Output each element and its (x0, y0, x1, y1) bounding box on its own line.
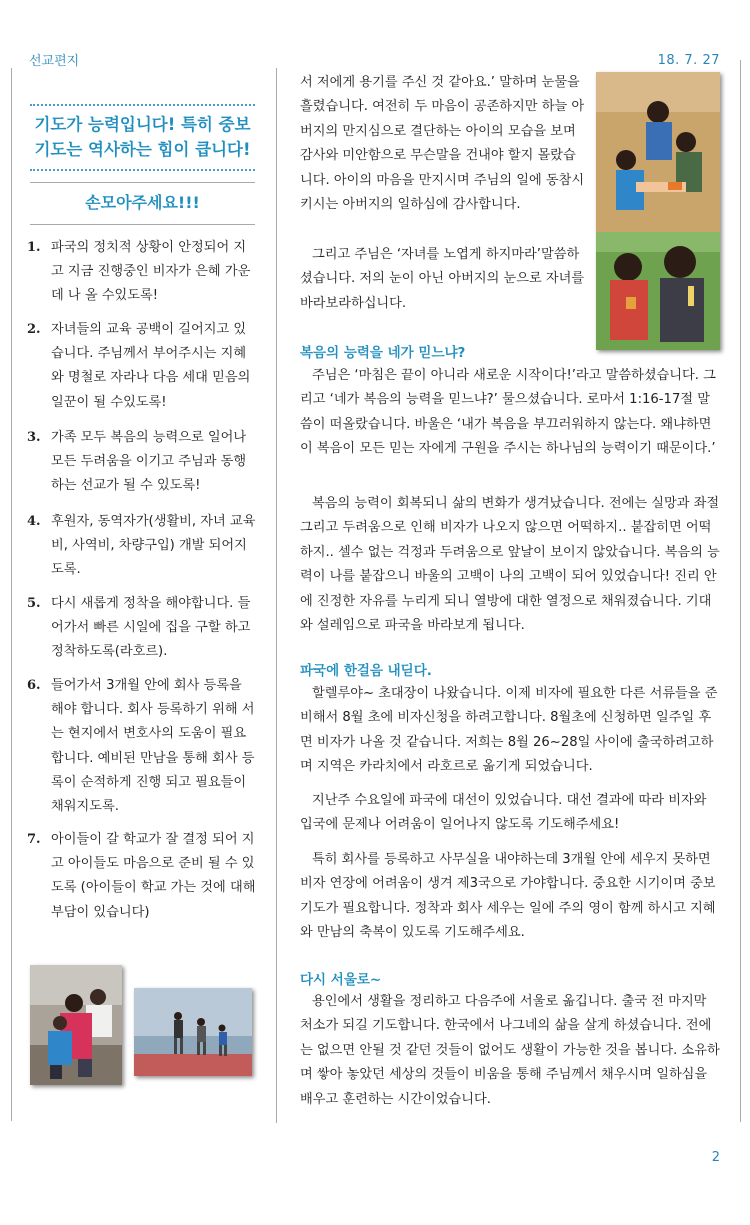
letter-paragraph-1: 서 저에게 용기를 주신 것 같아요.’ 말하며 눈물을 흘렸습니다. 여전히 두 마음이 공존하지만 하늘 아버지의 만지심으로 결단하는 아이의 모습을 보며 감사와 미안함으로 무슨말을 건내야 할지 몰랐습니다. 아이의 마음을 만지시며 주님의 일에 동참시키시는 아버지의 일하심에 감사합니다. (300, 75, 585, 213)
page-number: 2 (711, 1150, 720, 1165)
prayer-item-1 (27, 236, 257, 309)
prayer-text: 파국의 정치적 상황이 안정되어 지고 지금 진행중인 비자가 은혜 가운데 나 올 수있도록! (51, 240, 251, 304)
family-photo (30, 965, 122, 1085)
letter-paragraph-3: 주님은 ‘마침은 끝이 아니라 새로운 시작이다!’라고 말씀하셨습니다. 그리고 ‘네가 복음의 능력을 믿느냐?’ 물으셨습니다. 로마서 1:16-17절 말씀이 떠올랐습니다. 바울은 ‘내가 복음을 부끄러워하지 않는다. 왜냐하면 이 복음이 모든 믿는 자에게 구원을 주시는 하나님의 능력이기 때문이다.’ (300, 368, 716, 457)
intro-title (30, 112, 255, 162)
beach-photo-image (134, 988, 252, 1076)
children-photo (596, 72, 720, 350)
left-border (11, 68, 12, 1121)
letter-paragraph-8: 용인에서 생활을 정리하고 다음주에 서울로 옮깁니다. 출국 전 마지막 처소가 되길 기도합니다. 한국에서 나그네의 삶을 살게 하셨습니다. 전에는 없으면 안될 것 같던 것들이 없어도 생활이 가능한 것을 봅니다. 소유하며 쌓아 놓았던 세상의 것들이 비움을 통해 주님께서 채우시며 일하심을 배우고 훈련하는 시간이었습니다. (300, 994, 720, 1107)
section-heading-pakistan: 파국에 한걸음 내딛다. (300, 663, 432, 679)
section-heading-seoul: 다시 서울로~ (300, 972, 382, 988)
prayer-item-5 (27, 592, 257, 665)
dotted-divider (30, 104, 255, 106)
prayer-text: 들어가서 3개월 안에 회사 등록을 해야 합니다. 회사 등록하기 위해 서는 현지에서 변호사의 도움이 필요합니다. 예비된 만남을 통해 회사 등록이 순적하게 진행 되고 필요들이 채워지도록. (51, 678, 255, 815)
section-label: 선교편지 (29, 54, 80, 69)
section-heading-gospel: 복음의 능력을 네가 믿느냐? (300, 345, 466, 361)
prayer-item-3 (27, 426, 257, 499)
prayer-item-4 (27, 510, 257, 583)
letter-paragraph-6: 지난주 수요일에 파국에 대선이 있었습니다. 대선 결과에 따라 비자와 입국에 문제나 어려움이 일어나지 않도록 기도해주세요! (300, 793, 707, 833)
right-border (740, 60, 741, 1122)
intro-line-1: 기도가 능력입니다! 특히 중보 (34, 115, 251, 134)
letter-paragraph-4: 복음의 능력이 회복되니 삶의 변화가 생겨났습니다. 전에는 실망과 좌절 그리고 두려움으로 인해 비자가 나오지 않으면 어떡하지.. 붙잡히면 어떡하지.. 셀수 없는 걱정과 두려움으로 앞날이 보이지 않았습니다. 복음의 능력이 나를 붙잡으니 바울의 고백이 나의 고백이 되어 있었습니다! 진리 안에 진정한 자유를 누리게 되니 열방에 대한 열정으로 채워졌습니다. 기대와 설레임으로 파국을 바라보게 됩니다. (300, 496, 720, 634)
intro-line-2: 기도는 역사하는 힘이 큽니다! (34, 140, 251, 159)
prayer-item-7 (27, 828, 257, 925)
children-photo-image (596, 72, 720, 350)
prayer-heading: 손모아주세요!!! (85, 193, 200, 212)
prayer-number: 4. (27, 514, 41, 529)
prayer-text: 가족 모두 복음의 능력으로 일어나 모든 두려움을 이기고 주님과 동행하는 선교가 될 수 있도록! (51, 430, 247, 494)
prayer-item-6 (27, 674, 257, 819)
family-photo-image (30, 965, 122, 1085)
prayer-item-2 (27, 318, 257, 415)
letter-paragraph-7: 특히 회사를 등록하고 사무실을 내야하는데 3개월 안에 세우지 못하면 비자 연장에 어려움이 생겨 제3국으로 가야합니다. 중요한 시기이며 중보기도가 필요합니다. 정착과 회사 세우는 일에 주의 영이 함께 하시고 지혜와 만남의 축복이 있도록 기도해주세요. (300, 852, 716, 941)
prayer-text: 후원자, 동역자가(생활비, 자녀 교육비, 사역비, 차량구입) 개발 되어지도록. (51, 514, 256, 578)
column-divider (276, 68, 277, 1123)
prayer-number: 7. (27, 832, 41, 847)
beach-photo (134, 988, 252, 1076)
prayer-number: 1. (27, 240, 41, 255)
prayer-number: 2. (27, 322, 41, 337)
letter-paragraph-5: 할렐루야~ 초대장이 나왔습니다. 이제 비자에 필요한 다른 서류들을 준비해서 8월 초에 비자신청을 하려고합니다. 8월초에 신청하면 일주일 후면 비자가 나올 것 같습니다. 저희는 8월 26~28일 사이에 출국하려고하며 지역은 카라치에서 라호르로 옮기게 되었습니다. (300, 686, 718, 775)
prayer-number: 3. (27, 430, 41, 445)
prayer-number: 5. (27, 596, 41, 611)
dotted-divider (30, 169, 255, 171)
heading-rule (30, 224, 255, 225)
prayer-number: 6. (27, 678, 41, 693)
prayer-text: 다시 새롭게 정착을 해야합니다. 들어가서 빠른 시일에 집을 구할 하고 정착하도록(라호르). (51, 596, 251, 660)
letter-date: 18. 7. 27 (657, 53, 720, 68)
letter-paragraph-2: 그리고 주님은 ‘자녀를 노엽게 하지마라’말씀하셨습니다. 저의 눈이 아닌 아버지의 눈으로 자녀를 바라보라하십니다. (300, 247, 585, 311)
heading-rule (30, 182, 255, 183)
prayer-text: 자녀들의 교육 공백이 길어지고 있습니다. 주님께서 부어주시는 지혜와 명철로 자라나 다음 세대 믿음의 일꾼이 될 수있도록! (51, 322, 251, 410)
prayer-text: 아이들이 갈 학교가 잘 결정 되어 지고 아이들도 마음으로 준비 될 수 있도록 (아이들이 학교 가는 것에 대해 부담이 있습니다) (51, 832, 256, 920)
